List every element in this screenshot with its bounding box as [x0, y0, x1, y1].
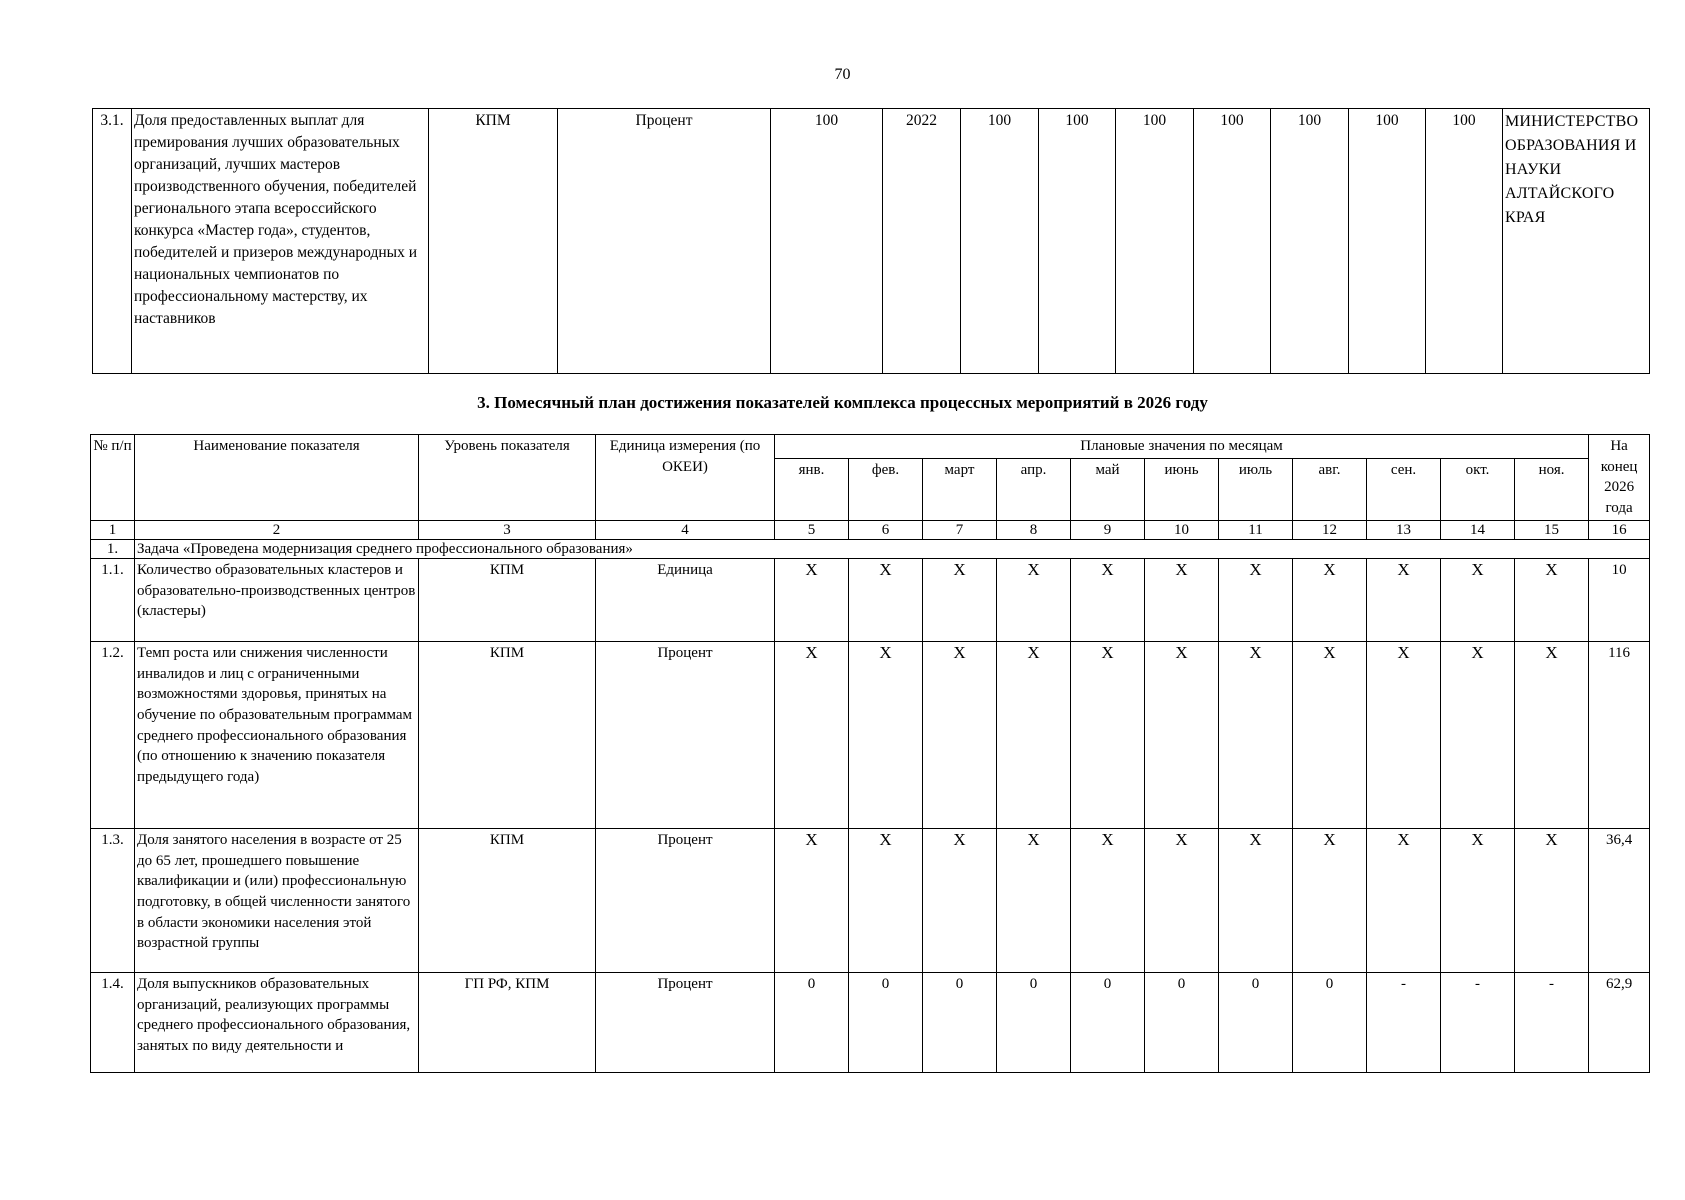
task-row — [91, 539, 1650, 558]
column-number: 11 — [1219, 520, 1293, 539]
header-month: окт. — [1441, 458, 1515, 520]
year-value: 100 — [1349, 109, 1426, 374]
column-number: 13 — [1367, 520, 1441, 539]
row-number: 1.3. — [91, 828, 135, 972]
header-name: Наименование показателя — [135, 435, 419, 521]
indicator-name: Количество образовательных кластеров и образовательно-производственных центров (кластеры) — [135, 558, 419, 641]
column-number: 8 — [997, 520, 1071, 539]
column-number: 16 — [1589, 520, 1650, 539]
column-number: 5 — [775, 520, 849, 539]
row-number: 1.2. — [91, 641, 135, 828]
column-number: 3 — [419, 520, 596, 539]
header-month: апр. — [997, 458, 1071, 520]
indicator-level: КПМ — [419, 828, 596, 972]
end-value: 36,4 — [1589, 828, 1650, 972]
month-value: X — [775, 828, 849, 972]
month-value: X — [923, 558, 997, 641]
indicator-name: Доля выпускников образовательных организаций, реализующих программы среднего профессионального образования, занятых по виду деятельности и — [135, 972, 419, 1072]
month-value: X — [923, 641, 997, 828]
month-value: X — [1219, 558, 1293, 641]
month-value: X — [775, 641, 849, 828]
column-number: 1 — [91, 520, 135, 539]
task-text: Задача «Проведена модернизация среднего профессионального образования» — [135, 539, 1650, 558]
month-value: X — [923, 828, 997, 972]
month-value: 0 — [849, 972, 923, 1072]
year-value: 100 — [1194, 109, 1271, 374]
month-value: X — [1293, 641, 1367, 828]
month-value: X — [1145, 828, 1219, 972]
month-value: - — [1441, 972, 1515, 1072]
table-row — [91, 558, 1650, 641]
month-value: 0 — [923, 972, 997, 1072]
end-value: 62,9 — [1589, 972, 1650, 1072]
header-month: авг. — [1293, 458, 1367, 520]
header-month: сен. — [1367, 458, 1441, 520]
month-value: X — [849, 641, 923, 828]
indicator-level: ГП РФ, КПМ — [419, 972, 596, 1072]
column-number: 2 — [135, 520, 419, 539]
column-number: 7 — [923, 520, 997, 539]
indicator-name: Доля занятого населения в возрасте от 25 до 65 лет, прошедшего повышение квалификации и (или) профессиональную подготовку, в общей численности занятого в области экономики населения этой возрастной группы — [135, 828, 419, 972]
month-value: 0 — [997, 972, 1071, 1072]
column-number: 9 — [1071, 520, 1145, 539]
header-plan: Плановые значения по месяцам — [775, 435, 1589, 459]
indicator-level: КПМ — [429, 109, 558, 374]
month-value: X — [1515, 558, 1589, 641]
month-value: X — [1071, 558, 1145, 641]
column-numbers-row — [91, 520, 1650, 539]
header-month: июль — [1219, 458, 1293, 520]
table-row — [91, 641, 1650, 828]
table-row — [91, 828, 1650, 972]
month-value: X — [1515, 641, 1589, 828]
year-value: 100 — [1116, 109, 1194, 374]
column-number: 12 — [1293, 520, 1367, 539]
month-value: X — [997, 558, 1071, 641]
month-value: X — [1367, 558, 1441, 641]
header-month: март — [923, 458, 997, 520]
year-value: 100 — [1426, 109, 1503, 374]
month-value: X — [1071, 641, 1145, 828]
month-value: X — [997, 828, 1071, 972]
indicator-unit: Процент — [596, 828, 775, 972]
table-row — [91, 972, 1650, 1072]
column-number: 14 — [1441, 520, 1515, 539]
header-num: № п/п — [91, 435, 135, 521]
month-value: X — [1441, 558, 1515, 641]
column-number: 15 — [1515, 520, 1589, 539]
month-value: - — [1367, 972, 1441, 1072]
indicator-unit: Единица — [596, 558, 775, 641]
month-value: X — [849, 558, 923, 641]
month-value: X — [1145, 558, 1219, 641]
task-number: 1. — [91, 539, 135, 558]
column-number: 10 — [1145, 520, 1219, 539]
section-title: 3. Помесячный план достижения показателей комплекса процессных мероприятий в 2026 году — [477, 393, 1208, 412]
month-value: X — [997, 641, 1071, 828]
column-number: 6 — [849, 520, 923, 539]
month-value: X — [1219, 828, 1293, 972]
month-value: X — [1441, 641, 1515, 828]
column-number: 4 — [596, 520, 775, 539]
month-value: - — [1515, 972, 1589, 1072]
table-row — [93, 109, 1650, 374]
month-value: X — [1515, 828, 1589, 972]
year-value: 100 — [1039, 109, 1116, 374]
month-value: X — [849, 828, 923, 972]
monthly-plan-table — [90, 434, 1650, 1073]
month-value: X — [1441, 828, 1515, 972]
header-month: июнь — [1145, 458, 1219, 520]
base-value: 100 — [771, 109, 883, 374]
base-year: 2022 — [883, 109, 961, 374]
month-value: X — [1219, 641, 1293, 828]
month-value: X — [775, 558, 849, 641]
end-value: 116 — [1589, 641, 1650, 828]
row-number: 1.4. — [91, 972, 135, 1072]
row-number: 3.1. — [93, 109, 132, 374]
month-value: 0 — [1071, 972, 1145, 1072]
month-value: 0 — [1145, 972, 1219, 1072]
header-month: ноя. — [1515, 458, 1589, 520]
month-value: X — [1367, 641, 1441, 828]
indicator-name: Темп роста или снижения численности инвалидов и лиц с ограниченными возможностями здоровья, принятых на обучение по образовательным программам среднего профессионального образования (по отношению к значению показателя предыдущего года) — [135, 641, 419, 828]
indicator-level: КПМ — [419, 641, 596, 828]
header-month: май — [1071, 458, 1145, 520]
header-unit: Единица измерения (по ОКЕИ) — [596, 435, 775, 521]
month-value: 0 — [1219, 972, 1293, 1072]
header-month: фев. — [849, 458, 923, 520]
indicator-level: КПМ — [419, 558, 596, 641]
month-value: X — [1293, 828, 1367, 972]
indicator-unit: Процент — [596, 641, 775, 828]
year-value: 100 — [1271, 109, 1349, 374]
month-value: X — [1071, 828, 1145, 972]
month-value: X — [1145, 641, 1219, 828]
header-row — [91, 435, 1650, 459]
month-value: X — [1367, 828, 1441, 972]
month-value: 0 — [1293, 972, 1367, 1072]
month-value: X — [1293, 558, 1367, 641]
row-number: 1.1. — [91, 558, 135, 641]
end-value: 10 — [1589, 558, 1650, 641]
header-month: янв. — [775, 458, 849, 520]
indicator-name: Доля предоставленных выплат для премирования лучших образовательных организаций, лучших мастеров производственного обучения, победителей регионального этапа всероссийского конкурса «Мастер года», студентов, победителей и призеров международных и национальных чемпионатов по профессиональному мастерству, их наставников — [132, 109, 429, 374]
page-number: 70 — [834, 66, 851, 83]
header-level: Уровень показателя — [419, 435, 596, 521]
month-value: 0 — [775, 972, 849, 1072]
year-value: 100 — [961, 109, 1039, 374]
indicators-table-continuation — [92, 108, 1650, 374]
indicator-unit: Процент — [596, 972, 775, 1072]
header-end: На конец 2026 года — [1589, 435, 1650, 521]
responsible-organization: МИНИСТЕРСТВО ОБРАЗОВАНИЯ И НАУКИ АЛТАЙСКОГО КРАЯ — [1503, 109, 1650, 374]
indicator-unit: Процент — [558, 109, 771, 374]
